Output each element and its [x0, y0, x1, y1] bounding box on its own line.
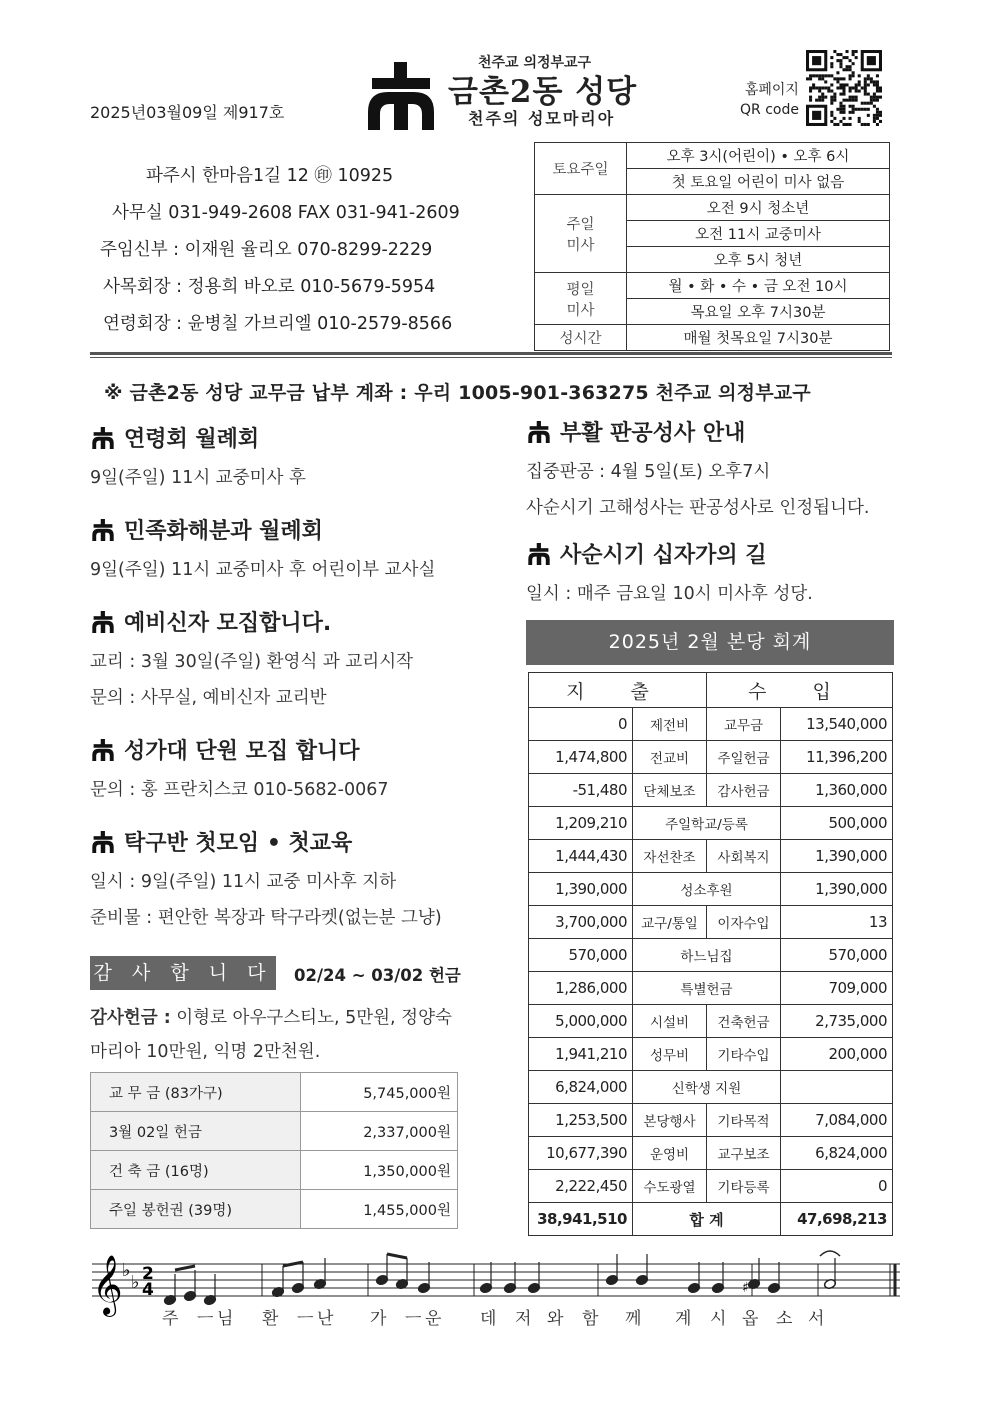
contact-block — [100, 158, 520, 343]
saturday-mass-time: 오후 3시(어린이) • 오후 6시 — [627, 143, 890, 169]
parish-title: 금촌2동 성당 — [448, 74, 638, 110]
donor-line-1 — [90, 1004, 452, 1029]
lyric-syllable: 소 — [776, 1309, 793, 1329]
mass-schedule-table — [534, 142, 890, 351]
income-category: 기타등록 — [707, 1170, 781, 1203]
table-row — [91, 1151, 458, 1190]
offering-amount: 1,455,000원 — [301, 1190, 458, 1229]
cross-icon — [528, 421, 550, 443]
fermata-icon — [820, 1251, 840, 1256]
merged-category: 신학생 지원 — [633, 1071, 781, 1104]
income-category: 주일헌금 — [707, 741, 781, 774]
qr-code-icon[interactable] — [806, 50, 882, 126]
lyric-syllable: 옵 — [742, 1309, 759, 1329]
income-amount: 13 — [781, 906, 893, 939]
expense-category: 전교비 — [633, 741, 707, 774]
flat-icon: ♭ — [131, 1272, 140, 1293]
notice-line: 문의 : 사무실, 예비신자 교리반 — [90, 688, 327, 708]
income-amount: 500,000 — [781, 807, 893, 840]
income-category: 건축헌금 — [707, 1005, 781, 1038]
total-label: 합 계 — [633, 1203, 781, 1236]
saturday-mass-label: 토요주일 — [535, 143, 627, 195]
notice-line: 집중판공 : 4월 5일(토) 오후7시 — [526, 462, 771, 482]
expense-category: 자선찬조 — [633, 840, 707, 873]
lyric-syllable: 함 — [582, 1309, 599, 1329]
council-president-contact: 사목회장 : 정용희 바오로 010-5679-5954 — [103, 277, 436, 297]
income-amount — [781, 1071, 893, 1104]
expense-amount: 2,222,450 — [529, 1170, 633, 1203]
income-amount: 709,000 — [781, 972, 893, 1005]
weekday-mass-2: 목요일 오후 7시30분 — [627, 299, 890, 325]
income-category: 기타목적 — [707, 1104, 781, 1137]
expense-amount: 1,390,000 — [529, 873, 633, 906]
cross-icon — [92, 831, 114, 853]
income-category: 사회복지 — [707, 840, 781, 873]
table-row — [529, 840, 893, 873]
office-phone: 사무실 031-949-2608 FAX 031-941-2609 — [112, 203, 460, 223]
lyric-syllable: ㅡ — [197, 1309, 214, 1329]
expense-amount: 0 — [529, 708, 633, 741]
total-row — [529, 1203, 893, 1236]
expense-category: 본당행사 — [633, 1104, 707, 1137]
income-amount: 1,360,000 — [781, 774, 893, 807]
merged-category: 하느님집 — [633, 939, 781, 972]
expense-amount: 6,824,000 — [529, 1071, 633, 1104]
issue-date: 2025년03월09일 제917호 — [90, 103, 285, 122]
expense-amount: 5,000,000 — [529, 1005, 633, 1038]
notice-title: 성가대 단원 모집 합니다 — [124, 739, 360, 764]
weekday-mass-label — [535, 273, 627, 325]
notice-title: 예비신자 모집합니다. — [124, 611, 332, 636]
notice-line: 일시 : 9일(주일) 11시 교중 미사후 지하 — [90, 872, 397, 892]
table-row — [529, 1005, 893, 1038]
lyric-syllable: ㅡ — [297, 1309, 314, 1329]
expense-amount: 1,286,000 — [529, 972, 633, 1005]
lyric-syllable: 가 — [370, 1309, 387, 1329]
flat-icon: ♭ — [122, 1260, 131, 1281]
accounting-table — [528, 672, 893, 1236]
pastor-contact: 주임신부 : 이재원 율리오 070-8299-2229 — [100, 240, 433, 260]
expense-amount: 10,677,390 — [529, 1137, 633, 1170]
income-amount: 13,540,000 — [781, 708, 893, 741]
notice-line: 준비물 : 편안한 복장과 탁구라켓(없는분 그냥) — [90, 908, 442, 928]
expense-amount: 1,474,800 — [529, 741, 633, 774]
expense-category: 성무비 — [633, 1038, 707, 1071]
header-divider — [90, 352, 892, 355]
time-signature-bottom: 4 — [142, 1280, 154, 1300]
income-amount: 200,000 — [781, 1038, 893, 1071]
notice-table-tennis — [92, 826, 352, 857]
lyric-syllable: 께 — [625, 1309, 642, 1329]
notice-choir — [92, 734, 360, 765]
lyric-syllable: 난 — [317, 1309, 334, 1329]
cross-icon — [92, 519, 114, 541]
weekday-label-1: 평일 — [566, 281, 595, 298]
table-row — [529, 741, 893, 774]
notice-line: 사순시기 고해성사는 판공성사로 인정됩니다. — [526, 498, 870, 518]
holy-hour-label: 성시간 — [535, 325, 627, 351]
expense-category: 운영비 — [633, 1137, 707, 1170]
notice-easter-confession — [528, 416, 745, 447]
table-row — [529, 939, 893, 972]
lyric-syllable: 와 — [547, 1309, 564, 1329]
lyric-syllable: 계 — [675, 1309, 692, 1329]
offering-table — [90, 1072, 458, 1229]
donor-line-2: 마리아 10만원, 익명 2만천원. — [90, 1042, 321, 1062]
expense-amount: 1,253,500 — [529, 1104, 633, 1137]
offering-amount: 5,745,000원 — [301, 1073, 458, 1112]
diocese-name: 천주교 의정부교구 — [478, 55, 592, 71]
table-row — [529, 1104, 893, 1137]
offering-label: 교 무 금 (83가구) — [91, 1073, 301, 1112]
expense-category: 단체보조 — [633, 774, 707, 807]
account-notice: ※ 금촌2동 성당 교무금 납부 계좌 : 우리 1005-901-363275 천주교 의정부교구 — [104, 382, 811, 404]
donor-text: 이형로 아우구스티노, 5만원, 정양숙 — [170, 1008, 452, 1028]
homepage-qr-label — [740, 80, 799, 120]
note-beam — [387, 1254, 407, 1258]
notice-line: 9일(주일) 11시 교중미사 후 — [90, 468, 306, 488]
income-amount: 570,000 — [781, 939, 893, 972]
table-row — [529, 906, 893, 939]
notice-reconciliation-meeting — [92, 514, 323, 545]
merged-category: 특별헌금 — [633, 972, 781, 1005]
expense-amount: 570,000 — [529, 939, 633, 972]
notice-title: 부활 판공성사 안내 — [560, 421, 746, 446]
notice-stations-of-cross — [528, 538, 767, 569]
cross-icon — [92, 611, 114, 633]
expense-amount: 1,444,430 — [529, 840, 633, 873]
homepage-label: 홈페이지 — [744, 82, 799, 98]
note-beam — [283, 1262, 303, 1266]
income-category: 교구보조 — [707, 1137, 781, 1170]
note-beam — [175, 1266, 195, 1270]
table-row — [529, 807, 893, 840]
merged-category: 주일학교/등록 — [633, 807, 781, 840]
lyric-syllable: 데 — [480, 1309, 497, 1329]
sunday-mass-label — [535, 195, 627, 273]
income-header: 수 입 — [707, 673, 893, 708]
income-category: 교무금 — [707, 708, 781, 741]
expense-category: 수도광열 — [633, 1170, 707, 1203]
saturday-mass-note: 첫 토요일 어린이 미사 없음 — [627, 169, 890, 195]
lyric-syllable: ㅡ — [405, 1309, 422, 1329]
thanks-label: 감 사 합 니 다 — [90, 956, 276, 990]
parish-logo-icon — [368, 62, 434, 130]
lyric-syllable: 환 — [262, 1309, 279, 1329]
notice-line: 문의 : 홍 프란치스코 010-5682-0067 — [90, 780, 389, 800]
notice-line: 9일(주일) 11시 교중미사 후 어린이부 교사실 — [90, 560, 436, 580]
table-row — [91, 1112, 458, 1151]
treble-clef-icon: 𝄞 — [92, 1255, 123, 1315]
patron-saint: 천주의 성모마리아 — [468, 109, 616, 128]
lyric-syllable: 시 — [710, 1309, 727, 1329]
table-row — [529, 873, 893, 906]
income-amount: 6,824,000 — [781, 1137, 893, 1170]
expense-amount: 1,941,210 — [529, 1038, 633, 1071]
offering-amount: 2,337,000원 — [301, 1112, 458, 1151]
cross-icon — [92, 739, 114, 761]
income-amount: 11,396,200 — [781, 741, 893, 774]
table-row — [529, 1038, 893, 1071]
expense-category: 시설비 — [633, 1005, 707, 1038]
notice-title: 민족화해분과 월례회 — [124, 519, 323, 544]
table-row — [529, 708, 893, 741]
lyric-syllable: 저 — [515, 1309, 532, 1329]
table-row — [529, 972, 893, 1005]
total-income: 47,698,213 — [781, 1203, 893, 1236]
income-amount: 2,735,000 — [781, 1005, 893, 1038]
table-row — [529, 1071, 893, 1104]
sunday-label-2: 미사 — [566, 237, 595, 254]
qr-label: QR code — [740, 102, 799, 118]
table-row — [91, 1190, 458, 1229]
address: 파주시 한마음1길 12 ㊞ 10925 — [146, 166, 394, 186]
lyric-syllable: 주 — [162, 1309, 179, 1329]
elder-president-contact: 연령회장 : 윤병칠 가브리엘 010-2579-8566 — [103, 314, 453, 334]
expense-category: 교구/통일 — [633, 906, 707, 939]
table-row — [91, 1073, 458, 1112]
expense-amount: -51,480 — [529, 774, 633, 807]
cross-icon — [528, 543, 550, 565]
income-amount: 1,390,000 — [781, 840, 893, 873]
income-amount: 0 — [781, 1170, 893, 1203]
offering-label: 3월 02일 헌금 — [91, 1112, 301, 1151]
income-amount: 7,084,000 — [781, 1104, 893, 1137]
weekday-label-2: 미사 — [566, 302, 595, 319]
expense-amount: 1,209,210 — [529, 807, 633, 840]
notice-title: 탁구반 첫모임 • 첫교육 — [124, 831, 353, 856]
offering-amount: 1,350,000원 — [301, 1151, 458, 1190]
notice-catechumen — [92, 606, 331, 637]
notice-title: 사순시기 십자가의 길 — [560, 543, 767, 568]
total-expense: 38,941,510 — [529, 1203, 633, 1236]
expense-amount: 3,700,000 — [529, 906, 633, 939]
thanks-period: 02/24 ~ 03/02 헌금 — [294, 966, 461, 985]
cross-icon — [92, 427, 114, 449]
income-category: 이자수입 — [707, 906, 781, 939]
weekday-mass-1: 월 • 화 • 수 • 금 오전 10시 — [627, 273, 890, 299]
table-row — [529, 1137, 893, 1170]
sunday-mass-2: 오전 11시 교중미사 — [627, 221, 890, 247]
notice-elder-meeting — [92, 422, 259, 453]
sunday-label-1: 주일 — [566, 216, 595, 233]
notice-title: 연령회 월례회 — [124, 427, 260, 452]
lyric-syllable: 운 — [425, 1309, 442, 1329]
sharp-icon: ♯ — [742, 1280, 749, 1296]
table-row — [529, 1170, 893, 1203]
sunday-mass-1: 오전 9시 청소년 — [627, 195, 890, 221]
notice-line: 일시 : 매주 금요일 10시 미사후 성당. — [526, 584, 813, 604]
expense-header: 지 출 — [529, 673, 707, 708]
table-row — [529, 774, 893, 807]
merged-category: 성소후원 — [633, 873, 781, 906]
offering-label: 주일 봉헌권 (39명) — [91, 1190, 301, 1229]
expense-category: 제전비 — [633, 708, 707, 741]
income-category: 감사헌금 — [707, 774, 781, 807]
accounting-title: 2025년 2월 본당 회계 — [526, 620, 894, 665]
holy-hour-time: 매월 첫목요일 7시30분 — [627, 325, 890, 351]
lyric-syllable: 님 — [217, 1309, 234, 1329]
income-category: 기타수입 — [707, 1038, 781, 1071]
offering-label: 건 축 금 (16명) — [91, 1151, 301, 1190]
sunday-mass-3: 오후 5시 청년 — [627, 247, 890, 273]
header-divider-thin — [90, 357, 892, 358]
lyric-syllable: 서 — [808, 1309, 825, 1329]
time-signature-top: 2 — [142, 1264, 154, 1284]
donor-prefix: 감사헌금 : — [90, 1008, 171, 1028]
income-amount: 1,390,000 — [781, 873, 893, 906]
notice-line: 교리 : 3월 30일(주일) 환영식 과 교리시작 — [90, 652, 413, 672]
